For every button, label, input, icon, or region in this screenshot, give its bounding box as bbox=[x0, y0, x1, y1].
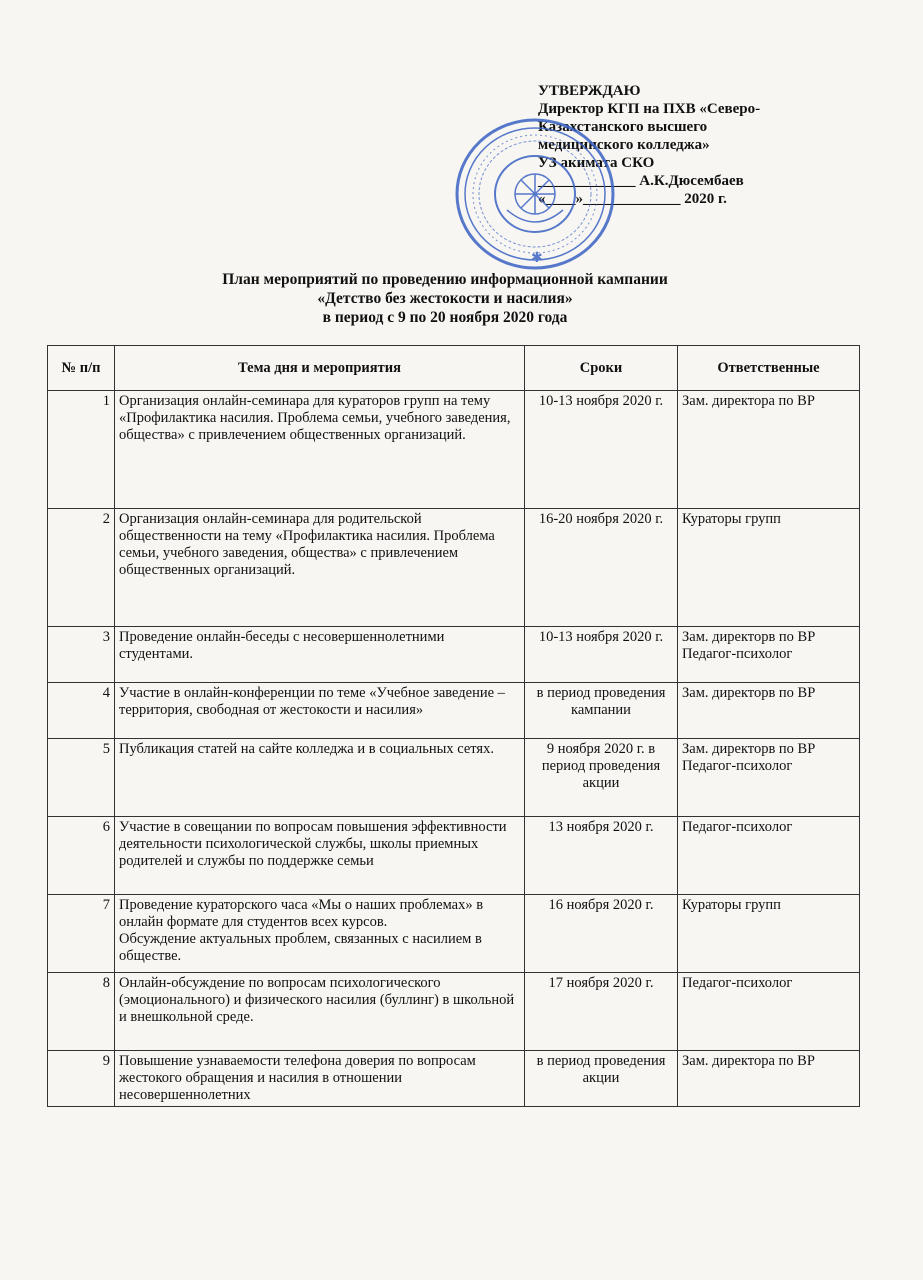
row-term: 16 ноября 2020 г. bbox=[525, 895, 678, 973]
header-number: № п/п bbox=[48, 346, 115, 391]
table-row bbox=[48, 1051, 860, 1107]
row-term: в период проведения кампании bbox=[525, 683, 678, 739]
date-line: «____»_____________ 2020 г. bbox=[538, 191, 727, 207]
row-term: 10-13 ноября 2020 г. bbox=[525, 627, 678, 683]
row-topic: Проведение онлайн-беседы с несовершеннолетними студентами. bbox=[115, 627, 525, 683]
table-row bbox=[48, 509, 860, 627]
events-plan-table bbox=[47, 345, 860, 1107]
row-number: 6 bbox=[48, 817, 115, 895]
row-topic: Публикация статей на сайте колледжа и в социальных сетях. bbox=[115, 739, 525, 817]
title-line: «Детство без жестокости и насилия» bbox=[317, 290, 573, 307]
row-number: 1 bbox=[48, 391, 115, 509]
row-term: в период проведения акции bbox=[525, 1051, 678, 1107]
row-number: 8 bbox=[48, 973, 115, 1051]
row-number: 3 bbox=[48, 627, 115, 683]
approval-line: УТВЕРЖДАЮ bbox=[538, 83, 641, 99]
table-row bbox=[48, 973, 860, 1051]
row-responsible: Зам. директорв по ВР bbox=[678, 683, 860, 739]
row-term: 10-13 ноября 2020 г. bbox=[525, 391, 678, 509]
row-responsible: Зам. директора по ВР bbox=[678, 391, 860, 509]
row-topic: Участие в онлайн-конференции по теме «Учебное заведение – территория, свободная от жестокости и насилия» bbox=[115, 683, 525, 739]
approval-line: Директор КГП на ПХВ «Северо- bbox=[538, 101, 761, 117]
approval-line: медицинского колледжа» bbox=[538, 137, 710, 153]
row-term: 13 ноября 2020 г. bbox=[525, 817, 678, 895]
approval-line: УЗ акимата СКО bbox=[538, 155, 655, 171]
table-row bbox=[48, 895, 860, 973]
document-title bbox=[120, 270, 770, 327]
row-responsible: Зам. директора по ВР bbox=[678, 1051, 860, 1107]
row-responsible: Зам. директорв по ВР Педагог-психолог bbox=[678, 627, 860, 683]
table-row bbox=[48, 817, 860, 895]
row-term: 17 ноября 2020 г. bbox=[525, 973, 678, 1051]
table-body bbox=[48, 391, 860, 1107]
header-responsible: Ответственные bbox=[678, 346, 860, 391]
table-row bbox=[48, 627, 860, 683]
row-term: 16-20 ноября 2020 г. bbox=[525, 509, 678, 627]
row-number: 5 bbox=[48, 739, 115, 817]
table-row bbox=[48, 391, 860, 509]
row-responsible: Педагог-психолог bbox=[678, 973, 860, 1051]
row-responsible: Кураторы групп bbox=[678, 509, 860, 627]
row-responsible: Кураторы групп bbox=[678, 895, 860, 973]
row-term: 9 ноября 2020 г. в период проведения акции bbox=[525, 739, 678, 817]
title-line: в период с 9 по 20 ноября 2020 года bbox=[322, 309, 568, 326]
row-topic: Проведение кураторского часа «Мы о наших проблемах» в онлайн формате для студентов всех курсов. Обсуждение актуальных проблем, связанных с насилием в обществе. bbox=[115, 895, 525, 973]
table-row bbox=[48, 739, 860, 817]
row-responsible: Зам. директорв по ВР Педагог-психолог bbox=[678, 739, 860, 817]
row-topic: Организация онлайн-семинара для кураторов групп на тему «Профилактика насилия. Проблема семьи, учебного заведения, общества» с привлечением общественных организаций. bbox=[115, 391, 525, 509]
official-stamp-seal bbox=[447, 114, 627, 274]
row-number: 7 bbox=[48, 895, 115, 973]
title-line: План мероприятий по проведению информационной кампании bbox=[222, 271, 668, 288]
row-number: 9 bbox=[48, 1051, 115, 1107]
signature-line: _____________ А.К.Дюсембаев bbox=[538, 173, 744, 189]
header-topic: Тема дня и мероприятия bbox=[115, 346, 525, 391]
header-term: Сроки bbox=[525, 346, 678, 391]
table-header-row bbox=[48, 346, 860, 391]
table-row bbox=[48, 683, 860, 739]
row-topic: Организация онлайн-семинара для родительской общественности на тему «Профилактика насилия. Проблема семьи, учебного заведения, общества» с привлечением общественных организаций. bbox=[115, 509, 525, 627]
row-topic: Онлайн-обсуждение по вопросам психологического (эмоционального) и физического насилия (буллинг) в школьной и внешкольной среде. bbox=[115, 973, 525, 1051]
row-number: 2 bbox=[48, 509, 115, 627]
row-number: 4 bbox=[48, 683, 115, 739]
row-topic: Участие в совещании по вопросам повышения эффективности деятельности психологической службы, школы приемных родителей и службы по поддержке семьи bbox=[115, 817, 525, 895]
row-topic: Повышение узнаваемости телефона доверия по вопросам жестокого обращения и насилия в отношении несовершеннолетних bbox=[115, 1051, 525, 1107]
row-responsible: Педагог-психолог bbox=[678, 817, 860, 895]
approval-line: Казахстанского высшего bbox=[538, 119, 708, 135]
svg-text:✱: ✱ bbox=[531, 251, 543, 266]
